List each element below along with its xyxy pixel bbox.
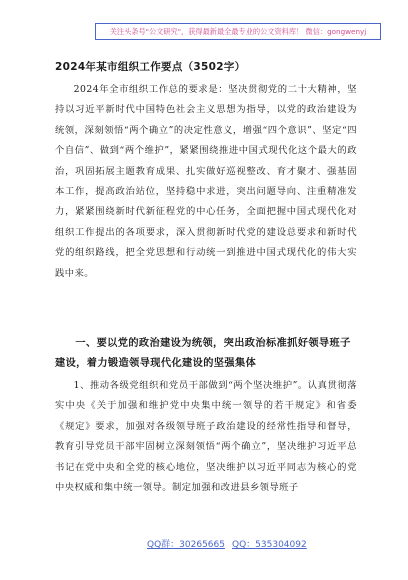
- intro-paragraph: 2024年全市组织工作总的要求是：坚决贯彻党的二十大精神，坚持以习近平新时代中国特色社会主义思想为指导，以党的政治建设为统领，深刻领悟“两个确立”的决定性意义，增强“四个意识”、坚定“四个自信”、做到“两个维护”，紧紧围绕推进中国式现代化这个最大的政治，巩固拓展主题教育成果、扎实做好巡视整改、育才聚才、强基固本工作，提高政治站位，坚持稳中求进，突出问题导向、注重精准发力，紧紧围绕新时代新征程党的中心任务，全面把握中国式现代化对组织工作提出的各项要求，深入贯彻新时代党的建设总要求和新时代党的组织路线，把全党思想和行动统一到推进中国式现代化的伟大实践中来。: [55, 84, 357, 279]
- section-heading: 一、要以党的政治建设为统领，突出政治标准抓好领导班子建设，着力锻造领导现代化建设的坚强集体: [55, 338, 351, 370]
- footer-qq-group[interactable]: QQ群：30265665: [147, 540, 225, 550]
- section-paragraph: 1、推动各级党组织和党员干部做到“两个坚决维护”。认真贯彻落实中央《关于加强和维护党中央集中统一领导的若干规定》和省委《规定》要求，加强对各级领导班子政治建设的经常性指导和督导，教育引导党员干部牢固树立深刻领悟“两个确立”，坚决维护习近平总书记在党中央和全党的核心地位，坚决维护以习近平同志为核心的党中央权威和集中统一领导。制定加强和改进县乡领导班子: [55, 380, 357, 494]
- document-title: 2024年某市组织工作要点（3502字）: [55, 61, 246, 73]
- footer-qq-contact[interactable]: QQ：535304092: [232, 540, 307, 550]
- promo-banner: 关注头条号"公文研究"，获得最新最全最专业的公文资料库！ 微信：gongwenyj: [95, 23, 381, 40]
